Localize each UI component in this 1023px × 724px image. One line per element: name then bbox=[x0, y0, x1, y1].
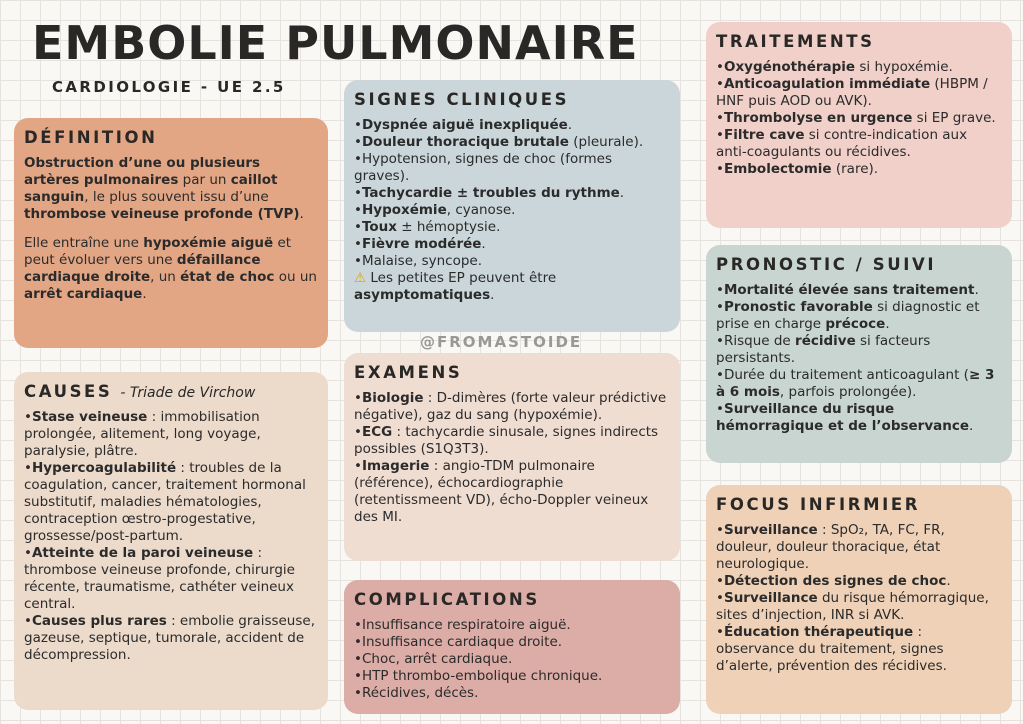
pronostic-list-item: • Surveillance du risque hémorragique et de l’observance. bbox=[716, 401, 1002, 435]
causes-list-item: • Stase veineuse : immobilisation prolongée, alitement, long voyage, paralysie, plâtre. bbox=[24, 409, 318, 460]
causes-heading bbox=[24, 382, 318, 401]
complications-title: COMPLICATIONS bbox=[354, 590, 540, 609]
traitements-list-item: • Anticoagulation immédiate (HBPM / HNF puis AOD ou AVK). bbox=[716, 76, 1002, 110]
traitements-list-item: • Embolectomie (rare). bbox=[716, 161, 1002, 178]
page-title: EMBOLIE PULMONAIRE bbox=[32, 16, 639, 70]
complications-list-item: • Récidives, décès. bbox=[354, 685, 670, 702]
complications-list-item: • Choc, arrêt cardiaque. bbox=[354, 651, 670, 668]
complications-list bbox=[354, 617, 670, 702]
signes-list-item: • Fièvre modérée. bbox=[354, 236, 670, 253]
definition-paragraph-1: Obstruction d’une ou plusieurs artères pulmonaires par un caillot sanguin, le plus souvent issu d’une thrombose veineuse profonde (TVP). bbox=[24, 155, 304, 222]
signes-list-item: • Hypotension, signes de choc (formes graves). bbox=[354, 151, 670, 185]
examens-list-item: • Biologie : D-dimères (forte valeur prédictive négative), gaz du sang (hypoxémie). bbox=[354, 390, 670, 424]
pronostic-list-item: • Pronostic favorable si diagnostic et prise en charge précoce. bbox=[716, 299, 1002, 333]
causes-list bbox=[24, 409, 318, 664]
pronostic-title: PRONOSTIC / SUIVI bbox=[716, 255, 937, 274]
traitements-list bbox=[716, 59, 1002, 178]
traitements-title: TRAITEMENTS bbox=[716, 32, 875, 51]
traitements-list-item: • Oxygénothérapie si hypoxémie. bbox=[716, 59, 1002, 76]
signes-cliniques-card bbox=[344, 80, 680, 332]
pronostic-list-item: • Risque de récidive si facteurs persistants. bbox=[716, 333, 1002, 367]
signes-list-item: • Malaise, syncope. bbox=[354, 253, 670, 270]
traitements-list-item: • Thrombolyse en urgence si EP grave. bbox=[716, 110, 1002, 127]
complications-list-item: • HTP thrombo-embolique chronique. bbox=[354, 668, 670, 685]
causes-list-item: • Atteinte de la paroi veineuse : thrombose veineuse profonde, chirurgie récente, traumatisme, cathéter veineux central. bbox=[24, 545, 318, 613]
definition-card bbox=[14, 118, 328, 348]
causes-card bbox=[14, 372, 328, 710]
examens-card bbox=[344, 353, 680, 561]
signes-list-item: • Douleur thoracique brutale (pleurale). bbox=[354, 134, 670, 151]
signes-warning bbox=[354, 270, 670, 304]
focus-title: FOCUS INFIRMIER bbox=[716, 495, 921, 514]
page-subtitle: CARDIOLOGIE - UE 2.5 bbox=[52, 78, 286, 96]
signes-warning-text: Les petites EP peuvent être asymptomatiques. bbox=[354, 270, 557, 303]
focus-list-item: • Surveillance : SpO₂, TA, FC, FR, douleur, douleur thoracique, état neurologique. bbox=[716, 522, 1002, 573]
traitements-card bbox=[706, 22, 1012, 228]
traitements-list-item: • Filtre cave si contre-indication aux anti-coagulants ou récidives. bbox=[716, 127, 1002, 161]
pronostic-list bbox=[716, 282, 1002, 435]
signes-list bbox=[354, 117, 670, 270]
definition-title: DÉFINITION bbox=[24, 128, 158, 147]
focus-list bbox=[716, 522, 1002, 675]
pronostic-list-item: • Mortalité élevée sans traitement. bbox=[716, 282, 1002, 299]
complications-card bbox=[344, 580, 680, 714]
signes-list-item: • Tachycardie ± troubles du rythme. bbox=[354, 185, 670, 202]
signes-list-item: • Dyspnée aiguë inexpliquée. bbox=[354, 117, 670, 134]
causes-subtitle: - Triade de Virchow bbox=[120, 385, 256, 401]
pronostic-list-item: • Durée du traitement anticoagulant (≥ 3 à 6 mois, parfois prolongée). bbox=[716, 367, 1002, 401]
complications-list-item: • Insuffisance respiratoire aiguë. bbox=[354, 617, 670, 634]
focus-list-item: • Surveillance du risque hémorragique, sites d’injection, INR si AVK. bbox=[716, 590, 1002, 624]
causes-title: CAUSES bbox=[24, 382, 113, 401]
focus-list-item: • Détection des signes de choc. bbox=[716, 573, 1002, 590]
examens-title: EXAMENS bbox=[354, 363, 463, 382]
examens-list-item: • Imagerie : angio-TDM pulmonaire (référence), échocardiographie (retentissmeent VD), écho-Doppler veineux des MI. bbox=[354, 458, 670, 526]
examens-list-item: • ECG : tachycardie sinusale, signes indirects possibles (S1Q3T3). bbox=[354, 424, 670, 458]
author-handle: @FROMASTOIDE bbox=[420, 333, 583, 351]
focus-list-item: • Éducation thérapeutique : observance du traitement, signes d’alerte, prévention des récidives. bbox=[716, 624, 1002, 675]
signes-list-item: • Hypoxémie, cyanose. bbox=[354, 202, 670, 219]
focus-infirmier-card bbox=[706, 485, 1012, 714]
causes-list-item: • Causes plus rares : embolie graisseuse, gazeuse, septique, tumorale, accident de décompression. bbox=[24, 613, 318, 664]
signes-list-item: • Toux ± hémoptysie. bbox=[354, 219, 670, 236]
signes-title: SIGNES CLINIQUES bbox=[354, 90, 570, 109]
examens-list bbox=[354, 390, 670, 526]
causes-list-item: • Hypercoagulabilité : troubles de la coagulation, cancer, traitement hormonal substitutif, maladies hématologies, contraception œstro-progestative, grossesse/post-partum. bbox=[24, 460, 318, 545]
warning-icon: ⚠ bbox=[354, 270, 367, 286]
complications-list-item: • Insuffisance cardiaque droite. bbox=[354, 634, 670, 651]
pronostic-card bbox=[706, 245, 1012, 463]
definition-paragraph-2: Elle entraîne une hypoxémie aiguë et peut évoluer vers une défaillance cardiaque droite, un état de choc ou un arrêt cardiaque. bbox=[24, 235, 317, 302]
